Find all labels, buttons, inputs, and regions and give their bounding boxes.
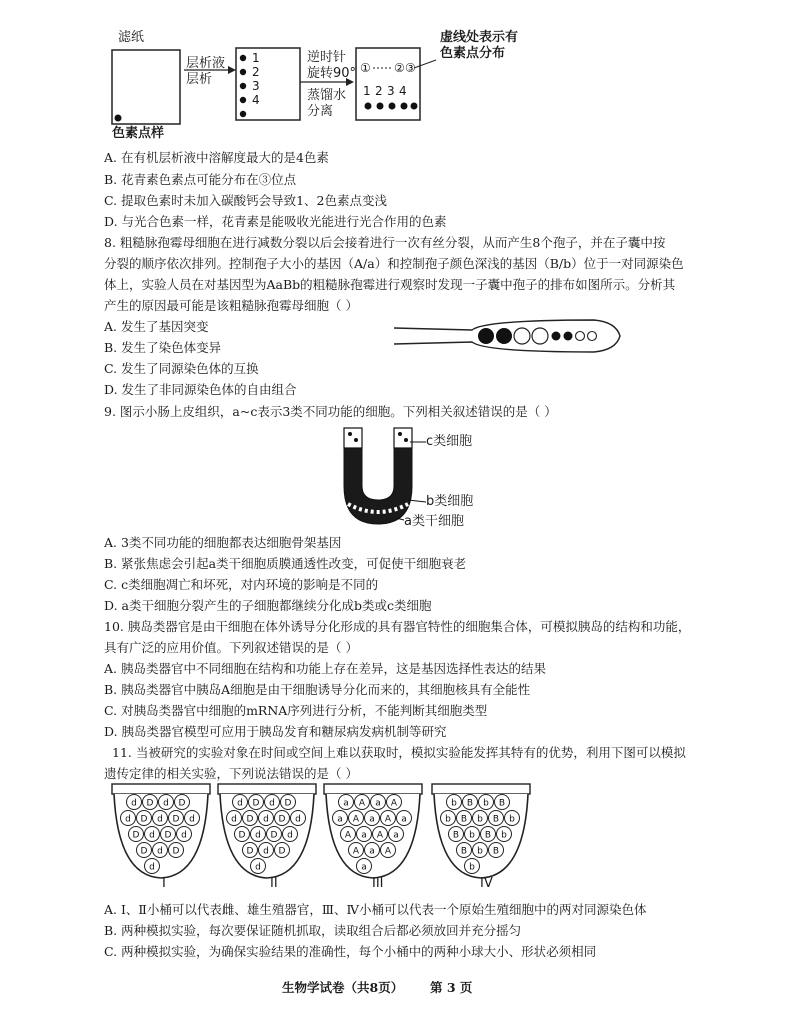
spore-3 bbox=[514, 328, 530, 344]
q7-option-b: B. 花青素色素点可能分布在③位点 bbox=[104, 172, 297, 187]
ball-letter: A bbox=[376, 830, 384, 841]
q10-stem-2: 具有广泛的应用价值。下列叙述错误的是（ ） bbox=[104, 640, 358, 655]
bucket-label-1: I bbox=[162, 876, 166, 891]
ball-letter: B bbox=[498, 798, 506, 809]
ball-letter: D bbox=[172, 814, 180, 825]
bucket-4 bbox=[432, 784, 530, 878]
spore-7 bbox=[576, 332, 585, 341]
ball-letter: d bbox=[287, 830, 293, 841]
ball-letter: B bbox=[466, 798, 474, 809]
label-b-cells: b类细胞 bbox=[426, 494, 474, 509]
bucket-label-4: IV bbox=[480, 876, 493, 891]
buckets-figure bbox=[108, 780, 728, 890]
ball-letter: D bbox=[140, 814, 148, 825]
q10-option-c: C. 对胰岛类器官中细胞的mRNA序列进行分析，不能判断其细胞类型 bbox=[104, 703, 488, 718]
step2-label-4: 分离 bbox=[307, 104, 334, 119]
ball-letter: d bbox=[231, 814, 237, 825]
step1-label-1: 层析液 bbox=[186, 56, 226, 71]
ball-letter: A bbox=[352, 814, 360, 825]
ball-letter: B bbox=[460, 814, 468, 825]
q10-option-b: B. 胰岛类器官中胰岛A细胞是由干细胞诱导分化而来的，其细胞核具有全能性 bbox=[104, 682, 531, 697]
spore-6 bbox=[564, 332, 573, 341]
ball-letter: B bbox=[492, 814, 500, 825]
ball-letter: A bbox=[344, 830, 352, 841]
spore-4 bbox=[532, 328, 548, 344]
ball-letter: A bbox=[384, 814, 392, 825]
ball-letter: D bbox=[270, 830, 278, 841]
ball-letter: D bbox=[252, 798, 260, 809]
ball-letter: D bbox=[246, 814, 254, 825]
ball-letter: d bbox=[263, 846, 269, 857]
ball-letter: d bbox=[255, 830, 261, 841]
ball-letter: B bbox=[484, 830, 492, 841]
q8-stem-4: 产生的原因最可能是该粗糙脉孢霉母细胞（ ） bbox=[104, 298, 358, 313]
ball-letter: d bbox=[237, 798, 243, 809]
ball-letter: D bbox=[238, 830, 246, 841]
dashed-note-1: 虚线处表示有 bbox=[440, 30, 519, 45]
q8-stem-3: 体上，实验人员在对基因型为AaBb的粗糙脉孢霉进行观察时发现一子囊中孢子的排布如图所示。分析其 bbox=[104, 277, 676, 292]
q8-stem-1: 8. 粗糙脉孢霉母细胞在进行减数分裂以后会接着进行一次有丝分裂，从而产生8个孢子，并在子囊中按 bbox=[104, 235, 666, 250]
spore-5 bbox=[552, 332, 561, 341]
ball-letter: d bbox=[269, 798, 275, 809]
ball-letter: d bbox=[131, 798, 137, 809]
ball-letter: b bbox=[469, 862, 475, 873]
q9-option-b: B. 紧张焦虑会引起a类干细胞质膜通透性改变，可促使干细胞衰老 bbox=[104, 556, 467, 571]
dashed-note-2: 色素点分布 bbox=[440, 46, 506, 61]
ball-letter: b bbox=[451, 798, 457, 809]
spore-1 bbox=[478, 328, 494, 344]
bucket-label-2: II bbox=[270, 876, 278, 891]
ball-letter: D bbox=[278, 846, 286, 857]
ball-letter: b bbox=[477, 846, 483, 857]
ball-letter: d bbox=[125, 814, 131, 825]
ball-letter: D bbox=[132, 830, 140, 841]
filter-paper-rect bbox=[112, 50, 180, 124]
q10-option-a: A. 胰岛类器官中不同细胞在结构和功能上存在差异，这是基因选择性表达的结果 bbox=[104, 661, 546, 676]
ball-letter: d bbox=[181, 830, 187, 841]
filter-paper-label: 滤纸 bbox=[118, 30, 145, 45]
ball-letter: A bbox=[384, 846, 392, 857]
q11-stem-1: 11. 当被研究的实验对象在时间或空间上难以获取时，模拟实验能发挥其特有的优势，利用下图可以模拟 bbox=[112, 745, 686, 760]
q9-option-a: A. 3类不同功能的细胞都表达细胞骨架基因 bbox=[104, 535, 342, 550]
q9-option-d: D. a类干细胞分裂产生的子细胞都继续分化成b类或c类细胞 bbox=[104, 598, 432, 613]
q11-stem-2: 遗传定律的相关实验，下列说法错误的是（ ） bbox=[104, 766, 358, 781]
q7-diagram bbox=[0, 0, 800, 160]
q10-stem-1: 10. 胰岛类器官是由干细胞在体外诱导分化形成的具有器官特性的细胞集合体，可模拟胰岛的结构和功能， bbox=[104, 619, 691, 634]
ball-letter: A bbox=[390, 798, 398, 809]
spot-num-2: 2 bbox=[252, 65, 260, 79]
circled-2: ② bbox=[394, 61, 405, 75]
ball-letter: D bbox=[164, 830, 172, 841]
spot-num-1: 1 bbox=[252, 51, 260, 65]
q9-stem: 9. 图示小肠上皮组织，a~c表示3类不同功能的细胞。下列相关叙述错误的是（ ） bbox=[104, 404, 557, 419]
step2-label-1: 逆时针 bbox=[307, 50, 347, 65]
ball-letter: a bbox=[375, 798, 381, 809]
ball-letter: d bbox=[149, 830, 155, 841]
ball-letter: D bbox=[284, 798, 292, 809]
ball-letter: D bbox=[246, 846, 254, 857]
ball-letter: b bbox=[445, 814, 451, 825]
ball-letter: d bbox=[157, 814, 163, 825]
label-c-cells: c类细胞 bbox=[426, 434, 473, 449]
q8-stem-2: 分裂的顺序依次排列。控制孢子大小的基因（A/a）和控制孢子颜色深浅的基因（B/b）位于一对同源染色 bbox=[104, 256, 684, 271]
ball-letter: d bbox=[263, 814, 269, 825]
footer-title: 生物学试卷（共8页） bbox=[282, 980, 404, 995]
ball-letter: B bbox=[492, 846, 500, 857]
ball-letter: a bbox=[393, 830, 399, 841]
q8-option-d: D. 发生了非同源染色体的自由组合 bbox=[104, 382, 297, 397]
circled-3: ③ bbox=[405, 61, 416, 75]
ball-letter: b bbox=[477, 814, 483, 825]
ball-letter: A bbox=[352, 846, 360, 857]
ball-letter: D bbox=[278, 814, 286, 825]
ball-letter: a bbox=[361, 830, 367, 841]
bucket-3 bbox=[324, 784, 422, 878]
bucket-1 bbox=[112, 784, 210, 878]
q11-option-a: A. Ⅰ、Ⅱ小桶可以代表雌、雄生殖器官，Ⅲ、Ⅳ小桶可以代表一个原始生殖细胞中的两对同源染色体 bbox=[104, 902, 647, 917]
ball-letter: a bbox=[361, 862, 367, 873]
row-num-4: 4 bbox=[399, 84, 407, 98]
bucket-2 bbox=[218, 784, 316, 878]
ball-letter: a bbox=[401, 814, 407, 825]
ball-letter: d bbox=[189, 814, 195, 825]
step1-label-2: 层析 bbox=[186, 72, 213, 87]
ball-letter: d bbox=[295, 814, 301, 825]
q8-option-a: A. 发生了基因突变 bbox=[104, 319, 209, 334]
ball-letter: A bbox=[358, 798, 366, 809]
q7-option-c: C. 提取色素时未加入碳酸钙会导致1、2色素点变浅 bbox=[104, 193, 387, 208]
ball-letter: a bbox=[369, 814, 375, 825]
step2-label-3: 蒸馏水 bbox=[307, 88, 347, 103]
pigment-sample-label: 色素点样 bbox=[112, 126, 165, 141]
row-num-1: 1 bbox=[363, 84, 371, 98]
ball-letter: B bbox=[460, 846, 468, 857]
ball-letter: D bbox=[146, 798, 154, 809]
row-num-2: 2 bbox=[375, 84, 383, 98]
bucket-label-3: III bbox=[372, 876, 384, 891]
ball-letter: b bbox=[469, 830, 475, 841]
q7-option-a: A. 在有机层析液中溶解度最大的是4色素 bbox=[104, 150, 329, 165]
ball-letter: d bbox=[149, 862, 155, 873]
step2-label-2: 旋转90° bbox=[307, 66, 357, 81]
q10-option-d: D. 胰岛类器官模型可应用于胰岛发育和糖尿病发病机制等研究 bbox=[104, 724, 447, 739]
circled-1: ① bbox=[360, 61, 371, 75]
ball-letter: D bbox=[172, 846, 180, 857]
ascus-figure bbox=[394, 318, 634, 358]
spore-2 bbox=[496, 328, 512, 344]
footer-page: 第 3 页 bbox=[430, 980, 473, 995]
q7-option-d: D. 与光合色素一样，花青素是能吸收光能进行光合作用的色素 bbox=[104, 214, 447, 229]
q11-option-b: B. 两种模拟实验，每次要保证随机抓取，读取组合后都必须放回并充分摇匀 bbox=[104, 923, 522, 938]
spot-num-3: 3 bbox=[252, 79, 260, 93]
ball-letter: a bbox=[337, 814, 343, 825]
ball-letter: D bbox=[178, 798, 186, 809]
spot-num-4: 4 bbox=[252, 93, 260, 107]
ball-letter: b bbox=[509, 814, 515, 825]
spore-8 bbox=[588, 332, 597, 341]
ball-letter: D bbox=[140, 846, 148, 857]
ball-letter: a bbox=[369, 846, 375, 857]
q8-option-c: C. 发生了同源染色体的互换 bbox=[104, 361, 259, 376]
q9-option-c: C. c类细胞凋亡和坏死，对内环境的影响是不同的 bbox=[104, 577, 379, 592]
row-num-3: 3 bbox=[387, 84, 395, 98]
ball-letter: d bbox=[157, 846, 163, 857]
q8-option-b: B. 发生了染色体变异 bbox=[104, 340, 222, 355]
ball-letter: a bbox=[343, 798, 349, 809]
ball-letter: d bbox=[163, 798, 169, 809]
ball-letter: B bbox=[452, 830, 460, 841]
label-a-stem-cells: a类干细胞 bbox=[404, 514, 464, 529]
ball-letter: b bbox=[501, 830, 507, 841]
ball-letter: d bbox=[255, 862, 261, 873]
sample-dot bbox=[115, 115, 122, 122]
q11-option-c: C. 两种模拟实验，为确保实验结果的准确性，每个小桶中的两种小球大小、形状必须相同 bbox=[104, 944, 597, 959]
ball-letter: b bbox=[483, 798, 489, 809]
